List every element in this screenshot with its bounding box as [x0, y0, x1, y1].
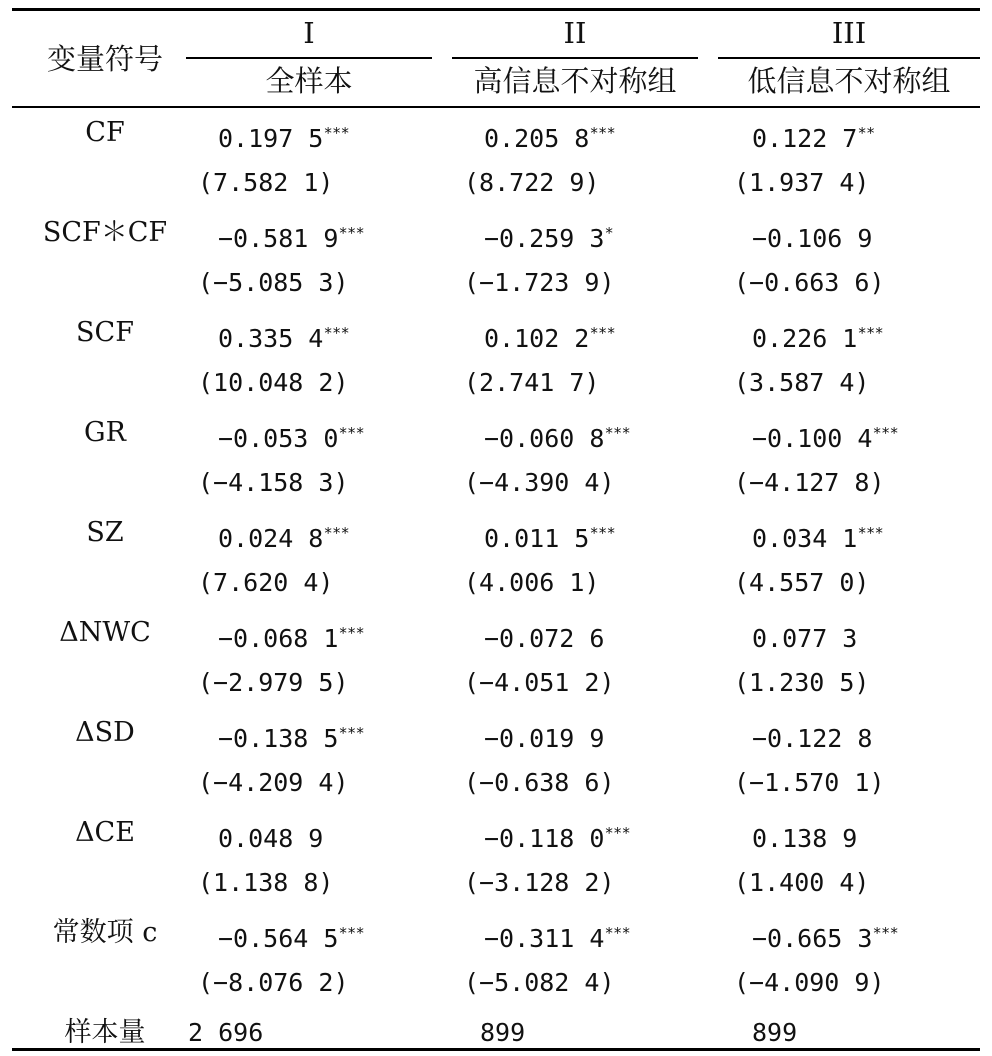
coef-cell	[484, 316, 616, 356]
coef-value: 0.335 4	[218, 324, 324, 353]
significance-stars: ***	[339, 224, 365, 242]
coef-value: 0.048 9	[218, 824, 324, 853]
t-stat-cell: (2.741 7)	[464, 368, 600, 397]
sample-size-value: 2 696	[188, 1018, 264, 1047]
coef-value: −0.311 4	[484, 924, 605, 953]
significance-stars: ***	[590, 524, 616, 542]
coef-value: −0.068 1	[218, 624, 339, 653]
coef-cell	[218, 116, 350, 156]
t-stat-cell: (−5.085 3)	[198, 268, 349, 297]
significance-stars: ***	[590, 324, 616, 342]
coef-cell	[484, 916, 631, 956]
coef-value: −0.060 8	[484, 424, 605, 453]
coef-cell	[752, 116, 875, 156]
t-stat-cell: (−4.090 9)	[734, 968, 885, 997]
coef-cell	[218, 916, 365, 956]
coef-cell	[752, 516, 884, 556]
coef-cell	[484, 816, 631, 856]
significance-stars: ***	[858, 524, 884, 542]
t-stat-cell: (−0.638 6)	[464, 768, 615, 797]
t-stat-cell: (−4.051 2)	[464, 668, 615, 697]
t-stat-cell: (−4.209 4)	[198, 768, 349, 797]
t-stat-cell: (−8.076 2)	[198, 968, 349, 997]
coef-value: −0.053 0	[218, 424, 339, 453]
coef-value: 0.034 1	[752, 524, 858, 553]
coef-cell	[218, 716, 365, 756]
coef-cell	[484, 116, 616, 156]
coef-value: 0.024 8	[218, 524, 324, 553]
t-stat-cell: (1.400 4)	[734, 868, 870, 897]
coef-cell	[752, 316, 884, 356]
coef-cell	[218, 816, 324, 856]
coef-value: 0.122 7	[752, 124, 858, 153]
coef-value: −0.259 3	[484, 224, 605, 253]
group-rule-1	[186, 57, 432, 59]
t-stat-cell: (3.587 4)	[734, 368, 870, 397]
t-stat-cell: (−1.570 1)	[734, 768, 885, 797]
t-stat-cell: (−4.390 4)	[464, 468, 615, 497]
t-stat-cell: (7.620 4)	[198, 568, 334, 597]
row-variable: ΔNWC	[59, 617, 151, 648]
coef-value: −0.564 5	[218, 924, 339, 953]
coef-value: 0.226 1	[752, 324, 858, 353]
t-stat-cell: (7.582 1)	[198, 168, 334, 197]
coef-value: 0.138 9	[752, 824, 858, 853]
significance-stars: **	[858, 124, 876, 142]
significance-stars: ***	[324, 124, 350, 142]
coef-cell	[752, 416, 899, 456]
group-header-3: III	[831, 16, 867, 50]
row-variable: ΔCE	[75, 817, 135, 848]
row-variable: 常数项 c	[52, 917, 158, 948]
t-stat-cell: (10.048 2)	[198, 368, 349, 397]
coef-value: 0.077 3	[752, 624, 858, 653]
coef-value: −0.100 4	[752, 424, 873, 453]
significance-stars: ***	[605, 424, 631, 442]
coef-cell	[484, 416, 631, 456]
coef-value: −0.118 0	[484, 824, 605, 853]
row-variable: SZ	[86, 517, 124, 548]
coef-cell	[218, 516, 350, 556]
header-rule	[12, 106, 980, 108]
subgroup-header-1: 全样本	[265, 64, 353, 98]
coef-cell	[752, 816, 858, 856]
significance-stars: ***	[873, 424, 899, 442]
group-header-2: II	[563, 16, 587, 50]
coef-value: −0.122 8	[752, 724, 873, 753]
significance-stars: ***	[339, 724, 365, 742]
coef-cell	[218, 216, 365, 256]
significance-stars: ***	[873, 924, 899, 942]
coef-cell	[484, 516, 616, 556]
t-stat-cell: (−2.979 5)	[198, 668, 349, 697]
coef-cell	[218, 316, 350, 356]
coef-cell	[484, 716, 605, 756]
sample-size-label: 样本量	[64, 1017, 146, 1048]
subgroup-header-3: 低信息不对称组	[747, 64, 951, 98]
t-stat-cell: (−3.128 2)	[464, 868, 615, 897]
group-rule-2	[452, 57, 698, 59]
coef-cell	[752, 616, 858, 656]
row-variable: SCF＊CF	[42, 217, 168, 248]
significance-stars: ***	[605, 924, 631, 942]
t-stat-cell: (−4.127 8)	[734, 468, 885, 497]
significance-stars: ***	[590, 124, 616, 142]
var-header: 变量符号	[46, 42, 163, 76]
sample-size-value: 899	[480, 1018, 526, 1047]
row-variable: ΔSD	[75, 717, 135, 748]
top-rule	[12, 8, 980, 11]
significance-stars: *	[605, 224, 614, 242]
significance-stars: ***	[324, 524, 350, 542]
t-stat-cell: (8.722 9)	[464, 168, 600, 197]
significance-stars: ***	[339, 624, 365, 642]
t-stat-cell: (4.557 0)	[734, 568, 870, 597]
subgroup-header-2: 高信息不对称组	[473, 64, 677, 98]
significance-stars: ***	[324, 324, 350, 342]
group-header-1: I	[303, 16, 315, 50]
t-stat-cell: (1.937 4)	[734, 168, 870, 197]
significance-stars: ***	[605, 824, 631, 842]
coef-value: −0.138 5	[218, 724, 339, 753]
coef-value: −0.106 9	[752, 224, 873, 253]
coef-cell	[752, 916, 899, 956]
group-rule-3	[718, 57, 980, 59]
row-variable: SCF	[76, 317, 134, 348]
sample-size-value: 899	[752, 1018, 798, 1047]
coef-value: −0.019 9	[484, 724, 605, 753]
t-stat-cell: (1.230 5)	[734, 668, 870, 697]
coef-cell	[484, 616, 605, 656]
row-variable: CF	[85, 117, 125, 148]
coef-value: −0.665 3	[752, 924, 873, 953]
t-stat-cell: (−1.723 9)	[464, 268, 615, 297]
t-stat-cell: (−5.082 4)	[464, 968, 615, 997]
coef-value: 0.011 5	[484, 524, 590, 553]
coef-value: −0.072 6	[484, 624, 605, 653]
coef-cell	[752, 716, 873, 756]
coef-cell	[752, 216, 873, 256]
significance-stars: ***	[339, 424, 365, 442]
coef-cell	[218, 416, 365, 456]
t-stat-cell: (−4.158 3)	[198, 468, 349, 497]
coef-cell	[484, 216, 614, 256]
t-stat-cell: (−0.663 6)	[734, 268, 885, 297]
significance-stars: ***	[858, 324, 884, 342]
coef-value: 0.197 5	[218, 124, 324, 153]
t-stat-cell: (1.138 8)	[198, 868, 334, 897]
coef-cell	[218, 616, 365, 656]
t-stat-cell: (4.006 1)	[464, 568, 600, 597]
coef-value: −0.581 9	[218, 224, 339, 253]
row-variable: GR	[84, 417, 126, 448]
coef-value: 0.205 8	[484, 124, 590, 153]
significance-stars: ***	[339, 924, 365, 942]
coef-value: 0.102 2	[484, 324, 590, 353]
